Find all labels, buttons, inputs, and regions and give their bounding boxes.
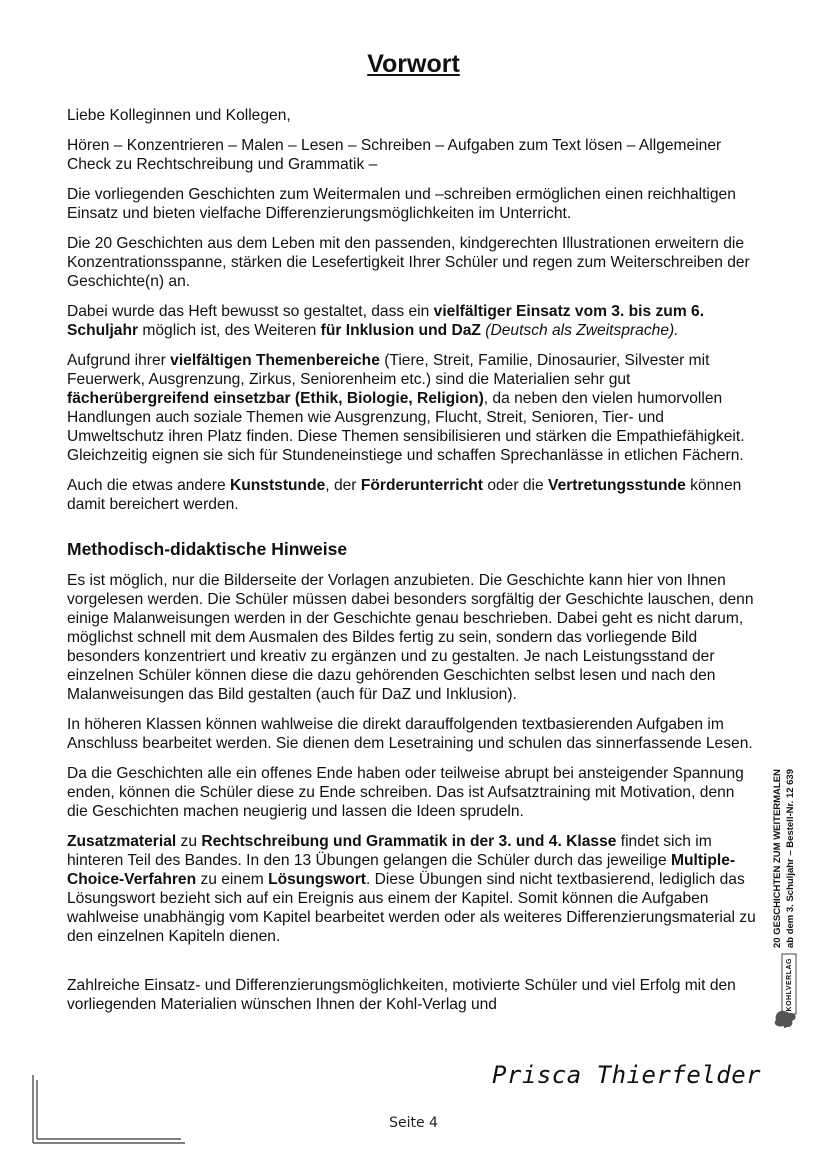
paragraph-open-ending: Da die Geschichten alle ein offenes Ende haben oder teilweise abrupt bei ansteigender Spannung enden, können die Schüler diese zu Ende schreiben. Das ist Aufsatztraining mit Motivation, denn die Geschichten machen neugierig und lassen die Ideen sprudeln. (67, 765, 744, 820)
bold-text: Lösungswort (268, 871, 366, 888)
bold-text: Multiple-Choice-Verfahren (67, 852, 736, 888)
bold-text: vielfältigen Themenbereiche (170, 352, 380, 369)
italic-text: (Deutsch als Zweitsprache). (485, 322, 679, 339)
corner-frame-decoration (31, 1075, 185, 1145)
text: Dabei wurde das Heft bewusst so gestaltet, dass ein (67, 303, 434, 320)
bold-text: für Inklusion und DaZ (320, 322, 481, 339)
paragraph-intro: Die vorliegenden Geschichten zum Weitermalen und –schreiben ermöglichen einen reichhaltigen Einsatz und bieten vielfache Differenzierungsmöglichkeiten im Unterricht. (67, 186, 736, 222)
page-number: Seite 4 (389, 1115, 438, 1131)
bold-text: fächerübergreifend einsetzbar (Ethik, Biologie, Religion) (67, 390, 484, 407)
text: zu (176, 833, 202, 850)
paragraph-lessons (67, 476, 759, 514)
text: , da neben den vielen humorvollen Handlungen auch soziale Themen wie Ausgrenzung, Flucht, Streit, Senioren, Tier- und Umweltschutz ihren Platz finden. Diese Themen sensibilisieren und stärken die Empathiefähigkeit. Gleichzeitig eignen sie sich für Stundeneinstiege und schaffen Sprechanlässe in etlichen Fächern. (67, 390, 745, 464)
paragraph-higher-classes: In höheren Klassen können wahlweise die direkt darauffolgenden textbasierenden Aufgaben im Anschluss bearbeitet werden. Sie dienen dem Lesetraining und schulen das sinnerfassende Lesen. (67, 716, 753, 752)
text: Aufgrund ihrer (67, 352, 171, 369)
page-title: Vorwort (367, 50, 460, 78)
bold-text: Vertretungsstunde (548, 477, 686, 494)
text: oder die (483, 477, 549, 494)
document-body (67, 106, 759, 1025)
paragraph-activities: Hören – Konzentrieren – Malen – Lesen – Schreiben – Aufgaben zum Text lösen – Allgemeiner Check zu Rechtschreibung und Grammatik – (67, 137, 722, 173)
bold-text: Förderunterricht (360, 477, 483, 494)
bold-text: Rechtschreibung und Grammatik in der 3. und 4. Klasse (201, 833, 617, 850)
bold-text: vielfältiger Einsatz vom 3. bis zum 6. Schuljahr (67, 303, 705, 339)
logo-text: KOHLVERLAG (786, 958, 793, 1012)
side-book-title: 20 GESCHICHTEN ZUM WEITERMALEN (772, 769, 783, 948)
text: Auch die etwas andere (67, 477, 230, 494)
text: . Diese Übungen sind nicht textbasierend, lediglich das Lösungswort bezieht sich auf ein Ereignis aus einem der Kapitel. Somit können die Aufgaben wahlweise unabhängig vom Kapitel bearbeitet werden oder als weiteres Differenzierungsmaterial zu den einzelnen Kapiteln dienen. (67, 871, 756, 945)
text: können damit bereichert werden. (67, 477, 742, 513)
signature: Prisca Thierfelder (492, 1061, 762, 1089)
paragraph-usage (67, 302, 759, 340)
text: zu einem (196, 871, 269, 888)
section-heading: Methodisch-didaktische Hinweise (67, 539, 348, 559)
paragraph-method: Es ist möglich, nur die Bilderseite der Vorlagen anzubieten. Die Geschichte kann hier von Ihnen vorgelesen werden. Die Schüler müssen dabei besonders sorgfältig der Geschichte lauschen, denn einige Malanweisungen werden in der Geschichte genau beschrieben. Dabei geht es nicht darum, möglichst schnell mit dem Ausmalen des Bildes fertig zu sein, sondern das vorliegende Bild besonders konzentriert und kreativ zu ergänzen und zu gestalten. Je nach Leistungsstand der einzelnen Schüler können diese die dazu gehörenden Geschichten selbst lesen und nach den Malanweisungen das Bild gestalten (auch für DaZ und Inklusion). (67, 572, 754, 703)
paragraph-closing: Zahlreiche Einsatz- und Differenzierungsmöglichkeiten, motivierte Schüler und viel Erfolg mit den vorliegenden Materialien wünschen Ihnen der Kohl-Verlag und (67, 977, 736, 1013)
text: , der (325, 477, 361, 494)
paragraph-extra-material (67, 832, 759, 946)
text: möglich ist, des Weiteren (138, 322, 321, 339)
text: findet sich im hinteren Teil des Bandes. In den 13 Übungen gelangen die Schüler durch das jeweilige (67, 833, 712, 869)
paragraph-topics (67, 351, 759, 465)
bold-text: Zusatzmaterial (67, 833, 177, 850)
greeting: Liebe Kolleginnen und Kollegen, (67, 107, 291, 124)
side-book-order-number: ab dem 3. Schuljahr – Bestell-Nr. 12 639 (785, 769, 796, 948)
side-book-info (771, 748, 809, 948)
text: (Tiere, Streit, Familie, Dinosaurier, Silvester mit Feuerwerk, Ausgrenzung, Zirkus, Seniorenheim etc.) sind die Materialien sehr gut (67, 352, 710, 388)
bold-text: Kunststunde (229, 477, 326, 494)
paragraph-stories: Die 20 Geschichten aus dem Leben mit den passenden, kindgerechten Illustrationen erweitern die Konzentrationsspanne, stärken die Lesefertigkeit Ihrer Schüler und regen zum Weiterschreiben der Geschichte(n) an. (67, 235, 750, 290)
